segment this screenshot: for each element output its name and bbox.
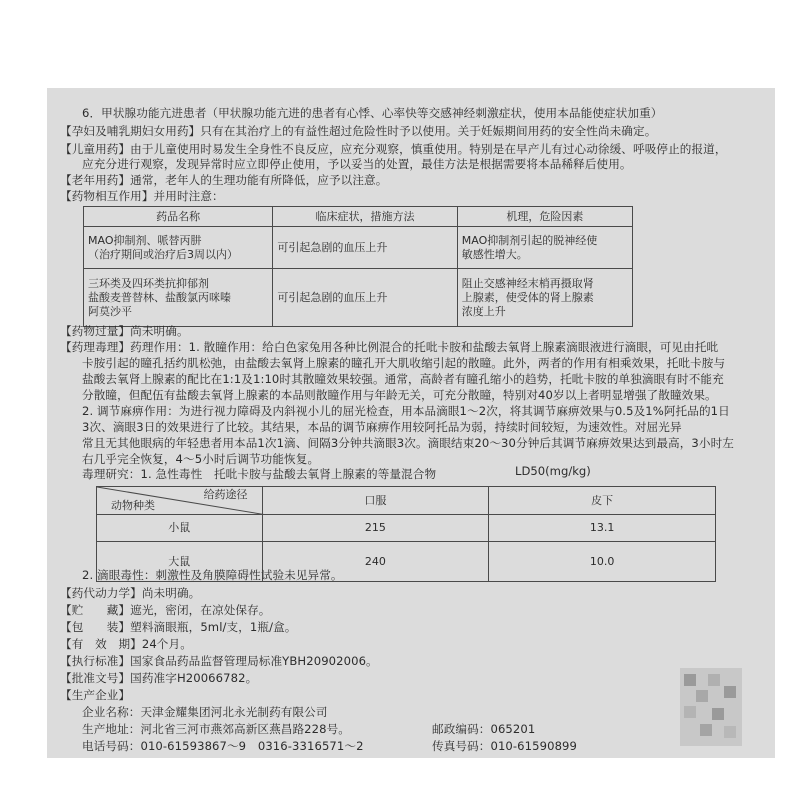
mechanism: 敏感性增大。 [461, 247, 528, 261]
ld50-unit: LD50(mg/kg) [515, 464, 591, 478]
diagonal-header-cell [97, 487, 263, 515]
package-section: 【包 装】塑料滴眼瓶，5ml/支，1瓶/盒。 [60, 620, 297, 634]
pharm-line: 2. 调节麻痹作用：为进行视力障碍及内斜视小儿的屈光检查，用本品滴眼1～2次，将其调节麻痹效果与0.5及1%阿托品的1日 [82, 404, 730, 418]
species-label: 动物种类 [111, 499, 155, 512]
mechanism: 浓度上升 [461, 304, 506, 318]
interaction-table [83, 206, 633, 327]
approval-section: 【批准文号】国药准字H20066782。 [60, 671, 258, 685]
company-address: 生产地址：河北省三河市燕郊高新区燕昌路228号。 [82, 722, 350, 736]
drug-name: 阿莫沙平 [88, 304, 132, 318]
species: 大鼠 [97, 542, 263, 582]
sc-value: 10.0 [489, 542, 716, 582]
oral-value: 215 [262, 515, 489, 542]
drug-name: 盐酸麦普替林、盐酸氯丙咪嗪 [88, 290, 231, 304]
pharm-line: 3次、滴眼3日的效果进行了比较。其结果，本品的调节麻痹作用较阿托品为弱，持续时间较短，为速效性。对屈光异 [82, 420, 682, 434]
elder-section: 【老年用药】通常，老年人的生理功能有所降低，应予以注意。 [60, 173, 388, 187]
pharm-line: 分散瞳，但配伍有盐酸去氧肾上腺素的本品则散瞳作用与年龄无关，可充分散瞳，特别对40岁以上者明显增强了散瞳效果。 [82, 388, 717, 402]
pk-section: 【药代动力学】尚未明确。 [60, 586, 201, 600]
expiry-section: 【有 效 期】24个月。 [60, 637, 192, 651]
mechanism: 上腺素，使受体的肾上腺素 [461, 290, 594, 304]
pharm-line: 盐酸去氧肾上腺素的配比在1:1及1:10时其散瞳效果较强。通常，高龄者有瞳孔缩小的趋势，托吡卡胺的单独滴眼有时不能充 [82, 372, 724, 386]
table-row [84, 269, 633, 327]
table-row [84, 227, 633, 269]
header-mechanism: 机理，危险因素 [457, 207, 632, 227]
route-oral: 口服 [262, 487, 489, 515]
route-label: 给药途径 [203, 488, 248, 501]
pharm-line: 常且无其他眼病的年轻患者用本品1次1滴、间隔3分钟共滴眼3次。滴眼结束20～30分钟后其调节麻痹效果达到最高，3小时左 [82, 436, 734, 450]
drug-name: 三环类及四环类抗抑郁剂 [88, 276, 209, 290]
pregnant-section: 【孕妇及哺乳期妇女用药】只有在其治疗上的有益性超过危险性时予以使用。关于妊娠期间用药的安全性尚未确定。 [60, 124, 657, 138]
species: 小鼠 [97, 515, 263, 542]
drug-name: MAO抑制剂、哌替丙肼 [88, 233, 202, 247]
pharm-line: 【药理毒理】药理作用：1. 散瞳作用：给白色家兔用各种比例混合的托吡卡胺和盐酸去氧肾上腺素滴眼液进行滴眼，可见由托吡 [60, 340, 719, 354]
symptom: 可引起急剧的血压上升 [273, 269, 457, 327]
child-section-2: 应充分进行观察，发现异常时应立即停止使用，予以妥当的处置，最佳方法是根据需要将本品稀释后使用。 [82, 157, 632, 171]
thyroid-note: 6．甲状腺功能亢进患者（甲状腺功能亢进的患者有心悸、心率快等交感神经刺激症状，使用本品能使症状加重） [82, 106, 663, 120]
mechanism: MAO抑制剂引起的脱神经使 [461, 233, 598, 247]
symptom: 可引起急剧的血压上升 [273, 227, 457, 269]
overdose-section: 【药物过量】尚未明确。 [60, 324, 189, 338]
manufacturer-section: 【生产企业】 [60, 688, 131, 702]
company-fax: 传真号码：010-61590899 [432, 739, 577, 753]
company-name: 企业名称：天津金耀集团河北永光制药有限公司 [82, 705, 328, 719]
pharm-line: 卡胺引起的瞳孔括约肌松弛，由盐酸去氧肾上腺素的瞳孔开大肌收缩引起的散瞳。此外，两者的作用有相乘效果，托吡卡胺与 [82, 356, 726, 370]
mechanism: 阻止交感神经末梢再摄取肾 [461, 276, 594, 290]
blurred-barcode-stamp [680, 668, 742, 746]
oral-value: 240 [262, 542, 489, 582]
drug-name: （治疗期间或治疗后3周以内） [88, 247, 238, 261]
eye-toxicity: 2. 滴眼毒性：刺激性及角膜障碍性试验未见异常。 [82, 568, 343, 582]
table-row [97, 515, 716, 542]
company-postcode: 邮政编码：065201 [432, 722, 536, 736]
child-section-1: 【儿童用药】由于儿童使用时易发生全身性不良反应，应充分观察，慎重使用。特别是在早产儿有过心动徐缓、呼吸停止的报道， [60, 142, 727, 156]
header-symptom: 临床症状，措施方法 [273, 207, 457, 227]
header-drug: 药品名称 [84, 207, 273, 227]
sc-value: 13.1 [489, 515, 716, 542]
tox-title: 毒理研究：1. 急性毒性 托吡卡胺与盐酸去氧肾上腺素的等量混合物 [82, 467, 437, 481]
company-phone: 电话号码：010-61593867～9 0316-3316571～2 [82, 739, 364, 753]
route-sc: 皮下 [489, 487, 716, 515]
standard-section: 【执行标准】国家食品药品监督管理局标准YBH20902006。 [60, 654, 378, 668]
pharm-line: 右几乎完全恢复，4～5小时后调节功能恢复。 [82, 452, 320, 466]
storage-section: 【贮 藏】遮光，密闭，在凉处保存。 [60, 603, 271, 617]
interaction-section: 【药物相互作用】并用时注意： [60, 189, 224, 203]
